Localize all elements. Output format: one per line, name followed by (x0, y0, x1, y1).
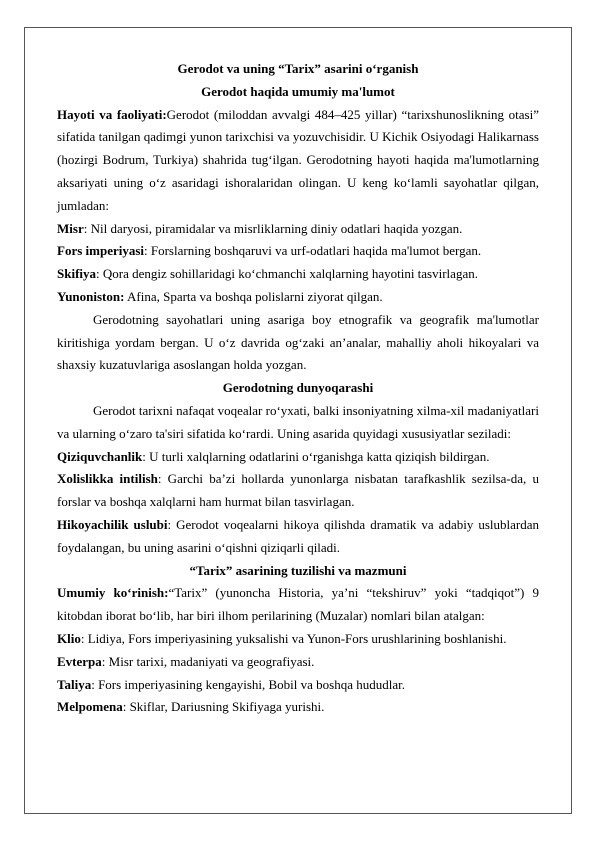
travel-label: Misr (57, 220, 84, 236)
book-item (57, 651, 539, 674)
book-label: Evterpa (57, 653, 102, 669)
overview-label: Umumiy ko‘rinish: (57, 585, 169, 601)
book-item (57, 696, 539, 719)
book-label: Melpomena (57, 699, 123, 715)
book-text: : Skiflar, Dariusning Skifiyaga yurishi. (122, 699, 325, 715)
travel-item (57, 286, 539, 309)
trait-label: Qiziquvchanlik (57, 448, 143, 464)
life-label: Hayoti va faoliyati: (57, 106, 167, 122)
trait-text: : Garchi ba’zi hollarda yunonlarga nisbatan tarafkashlik sezilsa-da, u forslar va boshqa xalqlarni ham hurmat bilan tasvirlagan. (57, 471, 539, 510)
worldview-intro: Gerodot tarixni nafaqat voqealar ro‘yxati, balki insoniyatning xilma-xil madaniyatlari va ularning o‘zaro ta'siri sifatida ko‘rardi. Uning asarida quyidagi xususiyatlar seziladi: (57, 402, 539, 441)
travel-item (57, 218, 539, 241)
overview-text: “Tarix” (yunoncha Historia, ya’ni “tekshiruv” yoki “tadqiqot”) 9 kitobdan iborat bo‘lib, har biri ilhom perilarining (Muzalar) nomlari bilan atalgan: (57, 585, 539, 624)
trait-label: Xolislikka intilish (57, 471, 158, 487)
book-text: : Lidiya, Fors imperiyasining yuksalishi va Yunon-Fors urushlarining boshlanishi. (80, 630, 507, 646)
trait-item (57, 468, 539, 514)
travel-text: : Forslarning boshqaruvi va urf-odatlari haqida ma'lumot bergan. (144, 243, 482, 259)
travel-text: : Qora dengiz sohillaridagi ko‘chmanchi xalqlarning hayotini tasvirlagan. (96, 266, 478, 282)
book-label: Klio (57, 630, 81, 646)
book-label: Taliya (57, 676, 92, 692)
book-text: : Misr tarixi, madaniyati va geografiyasi. (101, 653, 315, 669)
travel-item (57, 263, 539, 286)
section-heading-structure: “Tarix” asarining tuzilishi va mazmuni (189, 562, 407, 578)
book-item (57, 674, 539, 697)
overview-paragraph (57, 582, 539, 628)
trait-label: Hikoyachilik uslubi (57, 516, 168, 532)
trait-text: : Gerodot voqealarni hikoya qilishda dramatik va adabiy uslublardan foydalangan, bu uning asarini o‘qishni qiziqarli qiladi. (57, 516, 539, 555)
travel-item (57, 240, 539, 263)
document-body (57, 58, 539, 719)
life-paragraph (57, 104, 539, 218)
trait-item (57, 514, 539, 560)
travels-closing-paragraph: Gerodotning sayohatlari uning asariga boy etnografik va geografik ma'lumotlar kiritishiga yordam bergan. U o‘z davrida og‘zaki an’analar, mahalliy aholi hikoyalari va shaxsiy kuzatuvlariga asoslangan holda yozgan. (57, 311, 539, 373)
book-text: : Fors imperiyasining kengayishi, Bobil va boshqa hududlar. (91, 676, 405, 692)
book-item (57, 628, 539, 651)
travel-label: Yunoniston: (57, 288, 125, 304)
travel-text: Afina, Sparta va boshqa polislarni ziyorat qilgan. (124, 288, 383, 304)
trait-item (57, 446, 539, 469)
travel-label: Skifiya (57, 266, 97, 282)
section-heading-worldview: Gerodotning dunyoqarashi (222, 380, 374, 396)
trait-text: : U turli xalqlarning odatlarini o‘rganishga katta qiziqish bildirgan. (142, 448, 490, 464)
travel-label: Fors imperiyasi (57, 243, 145, 259)
life-text: Gerodot (miloddan avvalgi 484–425 yillar) “tarixshunoslikning otasi” sifatida tanilgan qadimgi yunon tarixchisi va yozuvchisidir. U Kichik Osiyodagi Halikarnass (hozirgi Bodrum, Turkiya) shahrida tug‘ilgan. Gerodotning hayoti haqida ma'lumotlarning aksariyati uning o‘z asaridagi ishoralaridan olingan. U keng ko‘lamli sayohatlar qilgan, jumladan: (57, 106, 539, 213)
document-title: Gerodot va uning “Tarix” asarini o‘rganish (177, 61, 419, 76)
travel-text: : Nil daryosi, piramidalar va misrliklarning diniy odatlari haqida yozgan. (83, 220, 463, 236)
section-heading-about: Gerodot haqida umumiy ma'lumot (201, 83, 395, 99)
